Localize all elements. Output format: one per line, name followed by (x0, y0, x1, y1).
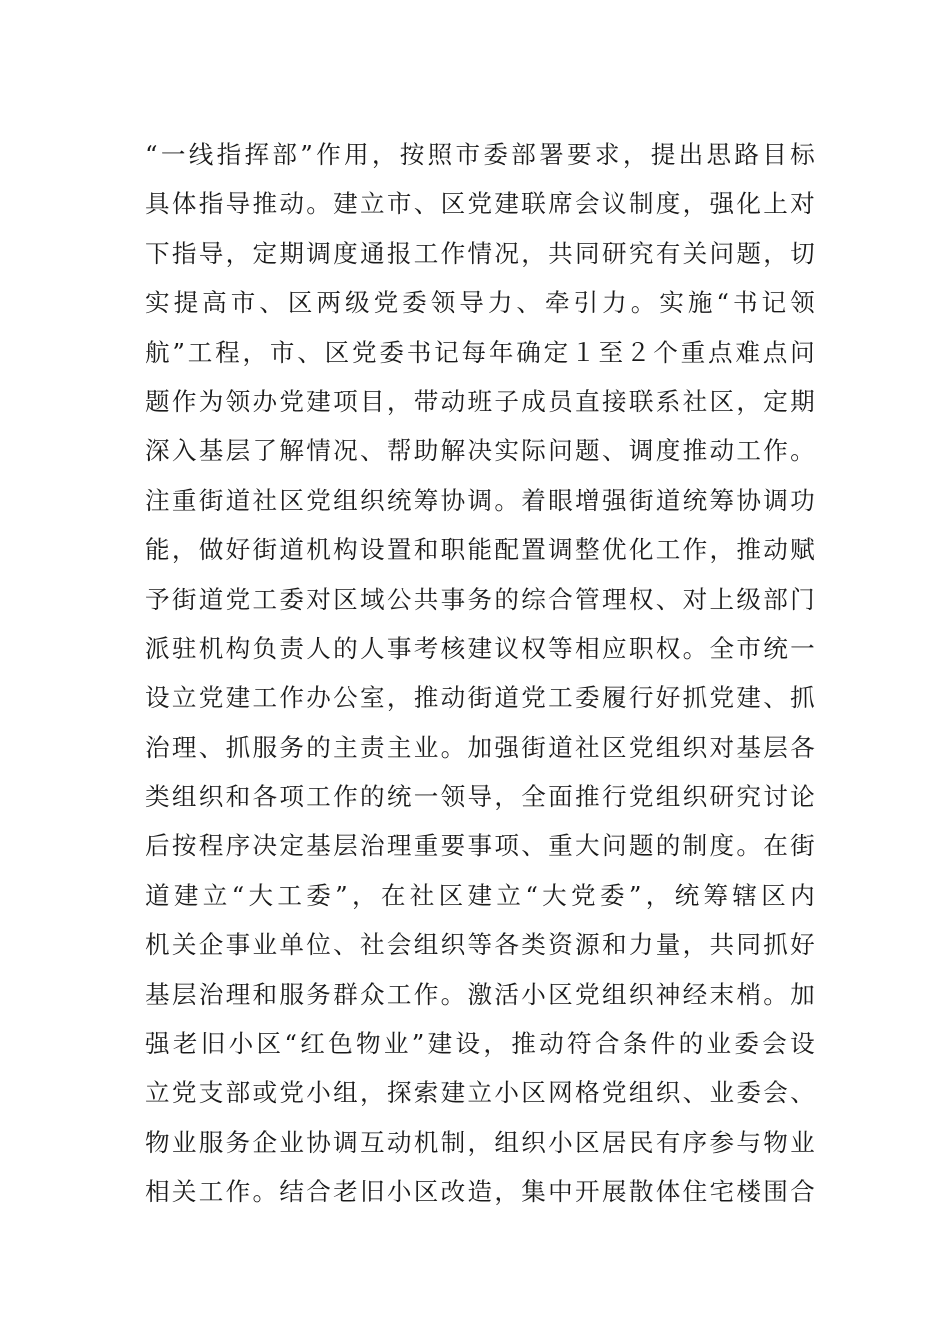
text-line: 机关企事业单位、社会组织等各类资源和力量，共同抓好 (145, 930, 815, 960)
text-line: 相关工作。结合老旧小区改造，集中开展散体住宅楼围合 (145, 1177, 815, 1207)
text-line: 类组织和各项工作的统一领导，全面推行党组织研究讨论 (145, 782, 815, 812)
text-line: 物业服务企业协调互动机制，组织小区居民有序参与物业 (145, 1127, 815, 1157)
text-line: 注重街道社区党组织统筹协调。着眼增强街道统筹协调功 (145, 485, 815, 515)
text-line: 强老旧小区“红色物业”建设，推动符合条件的业委会设 (145, 1029, 815, 1059)
text-line: 设立党建工作办公室，推动街道党工委履行好抓党建、抓 (145, 683, 815, 713)
text-line: 能，做好街道机构设置和职能配置调整优化工作，推动赋 (145, 535, 815, 565)
text-line: 立党支部或党小组，探索建立小区网格党组织、业委会、 (145, 1078, 815, 1108)
text-line: 具体指导推动。建立市、区党建联席会议制度，强化上对 (145, 189, 815, 219)
text-line: 后按程序决定基层治理重要事项、重大问题的制度。在街 (145, 831, 815, 861)
text-line: 题作为领办党建项目，带动班子成员直接联系社区，定期 (145, 386, 815, 416)
text-line: “一线指挥部”作用，按照市委部署要求，提出思路目标 (145, 140, 815, 169)
text-line: 基层治理和服务群众工作。激活小区党组织神经末梢。加 (145, 979, 815, 1009)
text-line: 航”工程，市、区党委书记每年确定１至２个重点难点问 (145, 337, 815, 367)
body-paragraph (145, 130, 815, 1217)
text-line: 予街道党工委对区域公共事务的综合管理权、对上级部门 (145, 584, 815, 614)
text-line: 深入基层了解情况、帮助解决实际问题、调度推动工作。 (145, 436, 815, 466)
text-line: 下指导，定期调度通报工作情况，共同研究有关问题，切 (145, 238, 815, 268)
text-line: 道建立“大工委”，在社区建立“大党委”，统筹辖区内 (145, 880, 815, 910)
text-line: 实提高市、区两级党委领导力、牵引力。实施“书记领 (145, 288, 815, 318)
text-line: 派驻机构负责人的人事考核建议权等相应职权。全市统一 (145, 633, 815, 663)
text-line: 治理、抓服务的主责主业。加强街道社区党组织对基层各 (145, 732, 815, 762)
